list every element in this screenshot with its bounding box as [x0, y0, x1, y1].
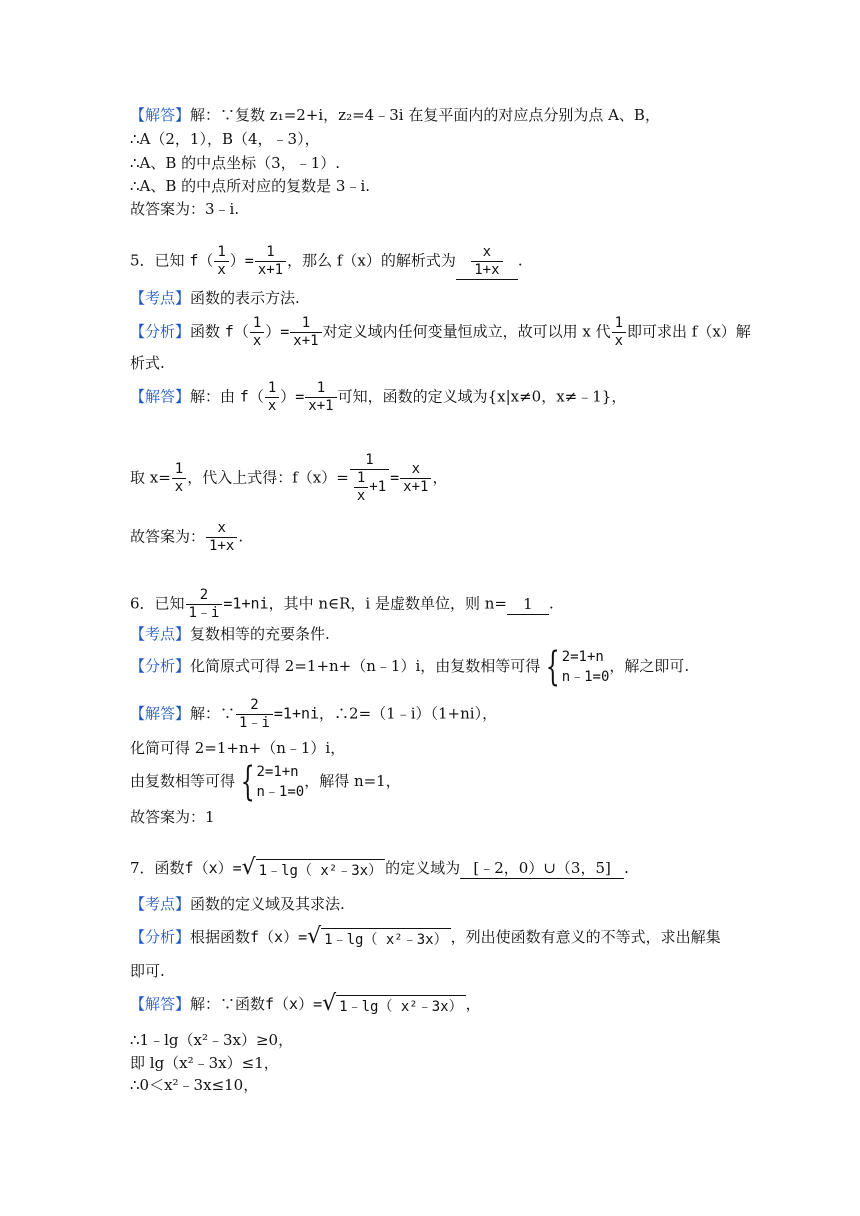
- text: 解：∵函数: [190, 995, 266, 1013]
- q7-line-2: ∴1﹣lg（x²﹣3x）≥0，: [130, 1031, 294, 1049]
- q4-answer-line-2: ∴A（2，1），B（4，﹣3），: [130, 130, 320, 148]
- fraction: [172, 461, 186, 496]
- denominator: [350, 469, 389, 505]
- q4-answer-line-5: 故答案为：3﹣i.: [130, 200, 240, 218]
- text: f（x）=: [184, 859, 242, 877]
- numerator: 1: [252, 315, 262, 331]
- equation: n﹣1=0: [561, 669, 610, 685]
- radicand: 1﹣lg（ x²﹣3x）: [256, 859, 385, 882]
- text: 解：由: [190, 387, 240, 406]
- answer-blank: [﹣2，0）∪（3，5]: [460, 858, 624, 879]
- q7-stem: [130, 856, 629, 882]
- denominator: x+1: [255, 261, 286, 279]
- numerator: x: [411, 461, 421, 477]
- fraction: [186, 587, 223, 622]
- text: ，解之即可.: [609, 657, 690, 675]
- fraction: [305, 380, 336, 415]
- q4-answer-line-4: ∴A、B 的中点所对应的复数是 3﹣i.: [130, 177, 371, 195]
- numerator: 1: [266, 244, 275, 260]
- q5-kaodian: [130, 288, 300, 308]
- answer-blank: 1: [507, 594, 549, 615]
- text: .: [624, 859, 629, 877]
- radical-icon: √: [322, 991, 337, 1016]
- text: 的定义域为: [385, 859, 461, 877]
- denominator: 1+x: [206, 537, 237, 555]
- fraction: [265, 380, 279, 415]
- numerator: 1: [174, 461, 184, 477]
- answer-tag: 【解答】: [130, 387, 191, 406]
- text: .: [517, 251, 523, 270]
- answer-blank: [456, 244, 518, 280]
- radicand: 1﹣lg（ x²﹣3x）: [321, 928, 450, 951]
- denominator: 1﹣i: [186, 604, 223, 622]
- numerator: x: [217, 520, 226, 536]
- kaodian-tag: 【考点】: [130, 895, 191, 913]
- q6-fenxi: [130, 644, 690, 690]
- radical-icon: √: [241, 855, 256, 880]
- equation: 2=1+n: [561, 649, 604, 665]
- text: ，其中 n∈R，i 是虚数单位，则 n=: [268, 594, 507, 613]
- q5-jieda: [130, 380, 626, 415]
- q7-line-4: ∴0＜x²﹣3x≤10，: [130, 1076, 259, 1094]
- text: 可知，函数的定义域为{x|x≠0，x≠﹣1}，: [337, 387, 627, 406]
- fraction: [471, 244, 502, 279]
- text: 根据函数: [190, 928, 251, 946]
- text: ，列出使函数有意义的不等式，求出解集: [450, 928, 721, 946]
- text: 取 x=: [130, 468, 171, 487]
- text: f（x）=: [265, 995, 323, 1013]
- text: 即可求出 f（x）解: [627, 322, 751, 341]
- text: ，解得 n=1，: [304, 772, 401, 790]
- denominator: x: [250, 332, 264, 350]
- numerator: 1: [316, 380, 326, 396]
- kaodian-tag: 【考点】: [130, 289, 191, 307]
- sqrt: [322, 992, 465, 1018]
- sqrt: [307, 925, 450, 951]
- text: f（x）=: [250, 928, 308, 946]
- q6-jieda: [130, 697, 497, 732]
- q5-stem: [130, 244, 523, 280]
- answer-tag: 【解答】: [130, 704, 191, 723]
- numerator: 1: [614, 315, 624, 331]
- denominator: x+1: [305, 397, 336, 415]
- q7-fenxi: [130, 925, 721, 951]
- compound-fraction: [350, 452, 389, 505]
- text: .: [548, 594, 554, 613]
- q6-line-2: 化简可得 2=1+n+（n﹣1）i，: [130, 739, 346, 757]
- brace-icon: {: [545, 644, 560, 690]
- fenxi-tag: 【分析】: [130, 928, 191, 946]
- text: 故答案为：: [130, 527, 206, 546]
- text: 由复数相等可得: [130, 772, 236, 790]
- denominator: x+1: [290, 332, 321, 350]
- fraction: [612, 315, 626, 350]
- answer-tag: 【解答】: [130, 995, 191, 1013]
- numerator: 1: [301, 315, 311, 331]
- fenxi-tag: 【分析】: [130, 657, 191, 675]
- text: ，: [432, 468, 448, 487]
- text: 对定义域内任何变量恒成立，故可以用 x 代: [322, 322, 611, 341]
- text: 函数的表示方法.: [190, 289, 300, 307]
- q7-kaodian: [130, 894, 345, 914]
- equation-system: [235, 759, 305, 805]
- text: +1: [369, 479, 387, 495]
- text: =1+ni: [273, 704, 320, 723]
- text: ，∴2=（1﹣i）（1+ni），: [319, 704, 498, 723]
- equation-system: [540, 644, 610, 690]
- text: 化简原式可得 2=1+n+（n﹣1）i，由复数相等可得: [190, 657, 541, 675]
- text: 7．函数: [130, 859, 185, 877]
- q7-fenxi-cont: 即可.: [130, 962, 165, 980]
- fraction: [255, 244, 286, 279]
- numerator: 1: [267, 380, 277, 396]
- text: ，那么 f（x）的解析式为: [287, 251, 456, 270]
- text: ，: [465, 995, 481, 1013]
- denominator: x: [214, 261, 228, 279]
- denominator: 1+x: [471, 261, 502, 279]
- text: 解：∵复数 z₁=2+i，z₂=4﹣3i 在复平面内的对应点分别为点 A、B，: [190, 106, 660, 124]
- fraction: [354, 470, 368, 505]
- numerator: 1: [365, 452, 374, 468]
- text: f（: [189, 251, 214, 270]
- q6-line-3: [130, 759, 401, 805]
- fraction: [206, 520, 237, 555]
- text: f（: [224, 322, 249, 341]
- text: 函数: [190, 322, 225, 341]
- q6-kaodian: [130, 624, 330, 644]
- equation: 2=1+n: [256, 764, 299, 780]
- radical-icon: √: [307, 924, 322, 949]
- fraction: [250, 315, 264, 350]
- denominator: x: [354, 487, 368, 505]
- text: .: [238, 527, 244, 546]
- sqrt: [242, 856, 385, 882]
- denominator: x: [265, 397, 279, 415]
- fraction: [290, 315, 321, 350]
- text: 5．已知: [130, 251, 190, 270]
- q4-answer-line-3: ∴A、B 的中点坐标（3，﹣1）.: [130, 154, 341, 172]
- q5-substitute: [130, 452, 447, 505]
- answer-tag: 【解答】: [130, 106, 191, 124]
- q5-fenxi-cont: 析式.: [130, 354, 165, 372]
- denominator: x: [172, 478, 186, 496]
- q5-fenxi: [130, 315, 751, 350]
- equation: n﹣1=0: [256, 784, 305, 800]
- text: 解：∵: [190, 704, 236, 723]
- fenxi-tag: 【分析】: [130, 322, 191, 341]
- text: f（: [239, 387, 264, 406]
- fraction: [400, 461, 431, 496]
- q5-answer: [130, 520, 243, 555]
- q7-line-3: 即 lg（x²﹣3x）≤1，: [130, 1054, 279, 1072]
- denominator: x: [612, 332, 626, 350]
- q6-line-4: 故答案为：1: [130, 808, 215, 826]
- numerator: x: [482, 244, 492, 260]
- kaodian-tag: 【考点】: [130, 625, 191, 643]
- radicand: 1﹣lg（ x²﹣3x）: [336, 995, 465, 1018]
- numerator: 2: [199, 587, 209, 603]
- denominator: 1﹣i: [236, 714, 273, 732]
- text: =: [390, 468, 400, 487]
- numerator: 1: [356, 470, 366, 486]
- q7-jieda: [130, 992, 481, 1018]
- denominator: x+1: [400, 478, 431, 496]
- q6-stem: [130, 587, 554, 622]
- numerator: 2: [250, 697, 259, 713]
- text: ）=: [229, 251, 254, 270]
- text: ）=: [265, 322, 290, 341]
- text: ，代入上式得：f（x）=: [187, 468, 349, 487]
- fraction: [236, 697, 273, 732]
- numerator: 1: [217, 244, 226, 260]
- text: 函数的定义域及其求法.: [190, 895, 345, 913]
- brace-icon: {: [240, 759, 255, 805]
- fraction: [214, 244, 228, 279]
- text: 6．已知: [130, 594, 185, 613]
- text: 复数相等的充要条件.: [190, 625, 330, 643]
- text: ）=: [280, 387, 305, 406]
- q4-answer-line-1: [130, 105, 660, 125]
- text: =1+ni: [223, 594, 269, 613]
